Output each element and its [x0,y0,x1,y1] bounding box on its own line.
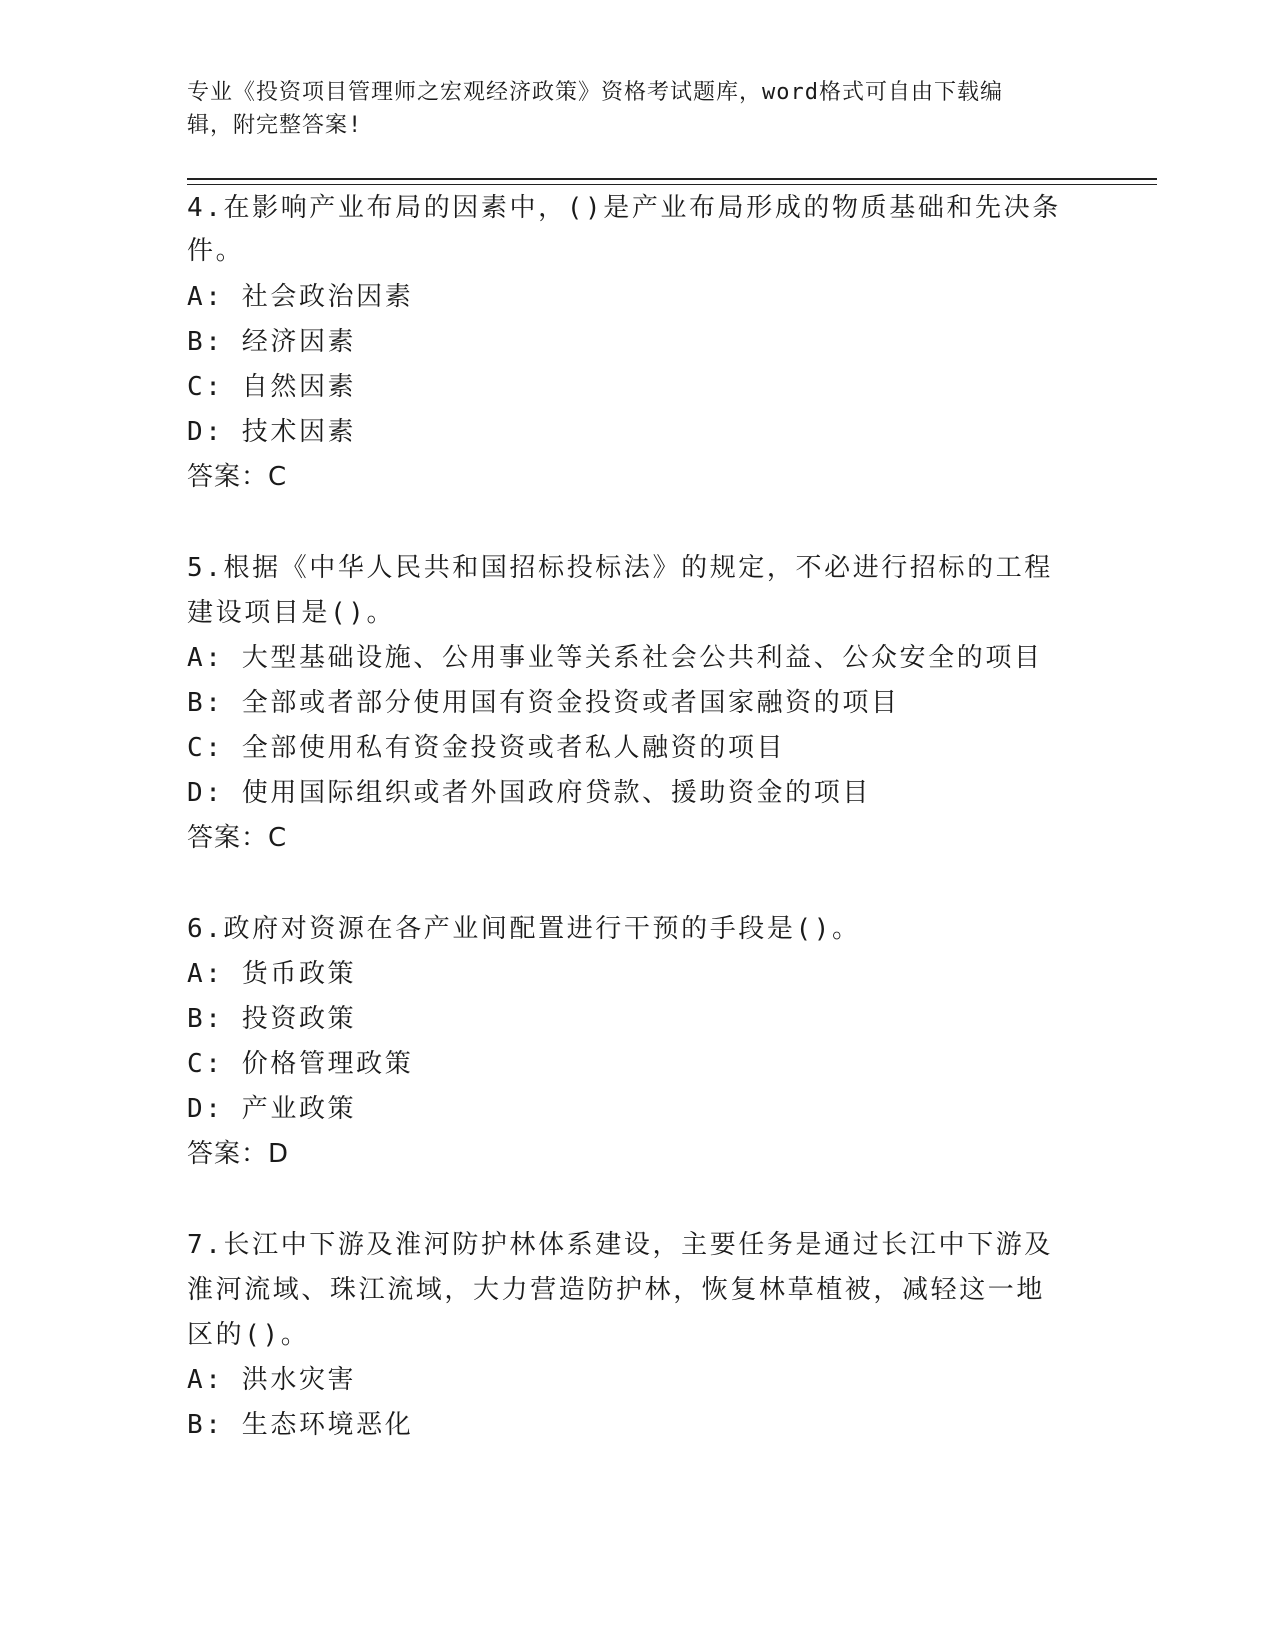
question-7-stem-line-3: 区的()。 [187,1320,310,1350]
question-4-option-c: C: 自然因素 [187,372,357,402]
question-4-stem-line-1: 4.在影响产业布局的因素中，()是产业布局形成的物质基础和先决条 [187,193,1061,223]
question-7-option-a: A: 洪水灾害 [187,1365,357,1395]
question-5-option-c: C: 全部使用私有资金投资或者私人融资的项目 [187,733,786,763]
header-line-2: 辑，附完整答案! [187,113,363,138]
question-6-option-d: D: 产业政策 [187,1094,357,1124]
question-5-option-b: B: 全部或者部分使用国有资金投资或者国家融资的项目 [187,688,900,718]
question-6-stem-line-1: 6.政府对资源在各产业间配置进行干预的手段是()。 [187,914,861,944]
question-6-option-b: B: 投资政策 [187,1004,357,1034]
question-7-stem-line-2: 淮河流域、珠江流域，大力营造防护林，恢复林草植被，减轻这一地 [187,1275,1046,1305]
question-4-option-d: D: 技术因素 [187,417,357,447]
header-divider-thick [187,178,1157,180]
document-header [187,76,1067,142]
header-line-1: 专业《投资项目管理师之宏观经济政策》资格考试题库，word格式可自由下载编 [187,80,1003,105]
question-6-answer: 答案：D [187,1139,290,1169]
question-4-option-b: B: 经济因素 [187,327,357,357]
question-6-option-a: A: 货币政策 [187,959,357,989]
question-6-option-c: C: 价格管理政策 [187,1049,414,1079]
question-5-stem-line-2: 建设项目是()。 [187,598,396,628]
question-5-option-d: D: 使用国际组织或者外国政府贷款、援助资金的项目 [187,778,871,808]
header-divider-thin [187,184,1157,185]
question-7-option-b: B: 生态环境恶化 [187,1410,414,1440]
question-5-option-a: A: 大型基础设施、公用事业等关系社会公共利益、公众安全的项目 [187,643,1043,673]
question-4-answer: 答案：C [187,462,288,492]
question-4-option-a: A: 社会政治因素 [187,282,414,312]
question-5-answer: 答案：C [187,823,288,853]
question-5-stem-line-1: 5.根据《中华人民共和国招标投标法》的规定，不必进行招标的工程 [187,553,1053,583]
question-4-stem-line-2: 件。 [187,236,245,266]
question-7-stem-line-1: 7.长江中下游及淮河防护林体系建设，主要任务是通过长江中下游及 [187,1230,1053,1260]
